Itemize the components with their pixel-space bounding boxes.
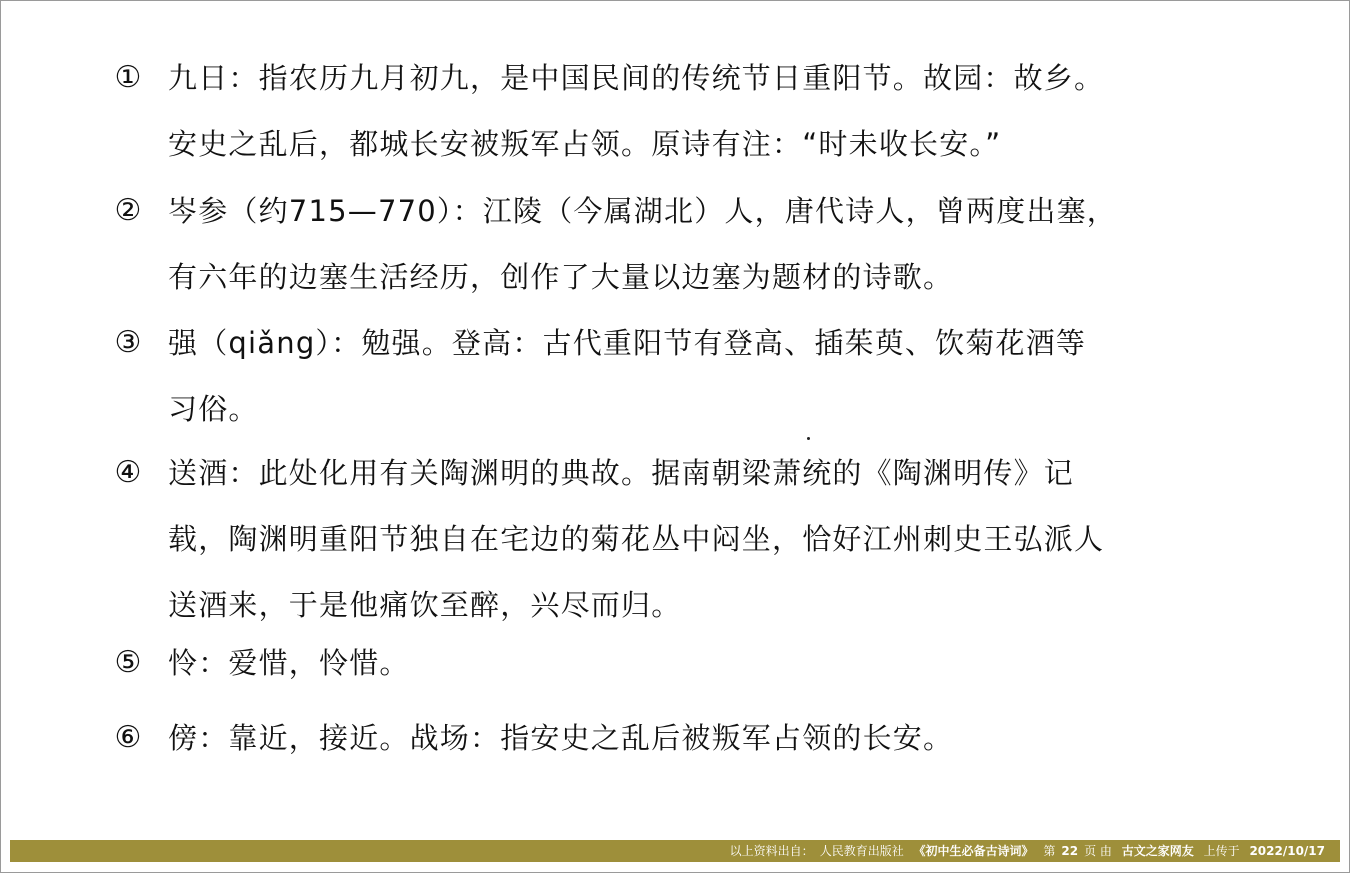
note-line: 九日：指农历九月初九，是中国民间的传统节日重阳节。故园：故乡。 bbox=[168, 61, 1105, 95]
note-text bbox=[168, 630, 1238, 696]
note-line: 送酒来，于是他痛饮至醉，兴尽而归。 bbox=[168, 588, 682, 622]
note-number: ④ bbox=[114, 455, 142, 490]
note-number: ⑥ bbox=[114, 720, 142, 755]
note-number: ③ bbox=[114, 325, 142, 360]
note-text bbox=[168, 45, 1238, 177]
footer-book: 《初中生必备古诗词》 bbox=[913, 844, 1034, 858]
note-text bbox=[168, 310, 1238, 442]
footer-text bbox=[727, 840, 1328, 862]
note-line: 傍：靠近，接近。战场：指安史之乱后被叛军占领的长安。 bbox=[168, 721, 954, 755]
footer-page: 22 bbox=[1061, 844, 1079, 858]
note-line: 岑参（约715—770）：江陵（今属湖北）人，唐代诗人，曾两度出塞， bbox=[168, 194, 1118, 228]
note-number: ① bbox=[114, 60, 142, 95]
note-5 bbox=[100, 630, 1250, 696]
note-6 bbox=[100, 705, 1250, 771]
footer-prefix: 以上资料出自： bbox=[729, 844, 814, 858]
note-1 bbox=[100, 45, 1250, 177]
note-number: ⑤ bbox=[114, 645, 142, 680]
note-line: 送酒：此处化用有关陶渊明的典故。据南朝梁萧统的《陶渊明传》记 bbox=[168, 456, 1075, 490]
note-line: 强（qiǎng）：勉强。登高：古代重阳节有登高、插茱萸、饮菊花酒等 bbox=[168, 326, 1087, 360]
footer-page-prefix: 第 bbox=[1043, 844, 1056, 858]
note-line: 怜：爱惜，怜惜。 bbox=[168, 646, 410, 680]
note-text bbox=[168, 705, 1238, 771]
note-line: 有六年的边塞生活经历，创作了大量以边塞为题材的诗歌。 bbox=[168, 260, 954, 294]
note-line: 载，陶渊明重阳节独自在宅边的菊花丛中闷坐，恰好江州刺史王弘派人 bbox=[168, 522, 1105, 556]
note-3 bbox=[100, 310, 1250, 442]
footer-uploader: 古文之家网友 bbox=[1121, 844, 1194, 858]
footer-upload-text: 上传于 bbox=[1203, 844, 1240, 858]
source-footer bbox=[10, 840, 1340, 862]
footer-page-suffix: 页 由 bbox=[1084, 844, 1112, 858]
footer-publisher: 人民教育出版社 bbox=[819, 844, 904, 858]
note-line: 习俗。 bbox=[168, 392, 259, 426]
note-text bbox=[168, 440, 1238, 638]
note-number: ② bbox=[114, 193, 142, 228]
note-4 bbox=[100, 440, 1250, 638]
note-text bbox=[168, 178, 1238, 310]
note-2 bbox=[100, 178, 1250, 310]
footer-date: 2022/10/17 bbox=[1249, 844, 1325, 858]
note-line: 安史之乱后，都城长安被叛军占领。原诗有注：“时未收长安。” bbox=[168, 127, 1002, 161]
